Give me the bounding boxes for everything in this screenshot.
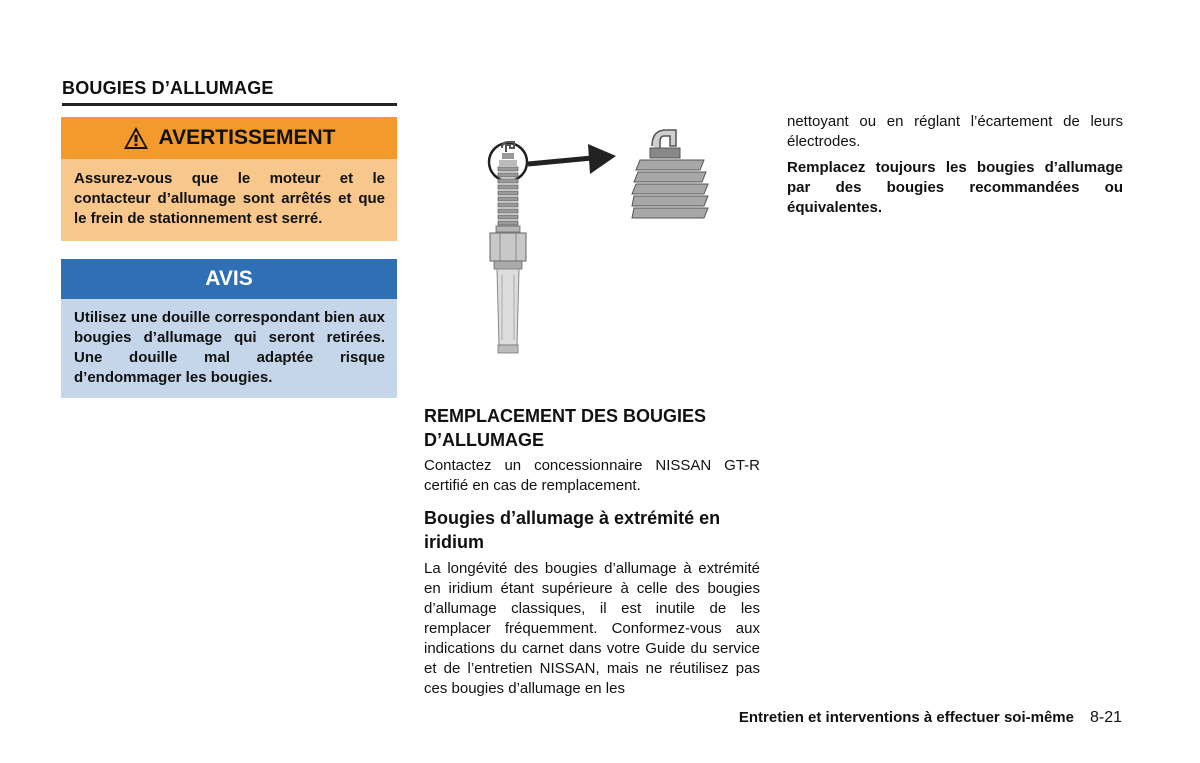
warning-box — [61, 117, 397, 241]
continuation-bold-text: Remplacez toujours les bougies d’allumage par des bougies recommandées ou équivalentes. — [787, 159, 1123, 216]
continuation-section — [787, 112, 1123, 224]
warning-header — [61, 117, 397, 159]
warning-title: AVERTISSEMENT — [158, 126, 336, 149]
replacement-section — [424, 404, 760, 699]
notice-title: AVIS — [61, 259, 397, 299]
notice-box — [61, 259, 397, 398]
page-number: 8-21 — [1089, 709, 1122, 726]
iridium-heading: Bougies d’allumage à extrémité en iridium — [424, 508, 721, 552]
footer-chapter: Entretien et interventions à effectuer soi-même — [738, 709, 1074, 726]
spark-plug-figure — [470, 120, 720, 365]
replacement-text: Contactez un concessionnaire NISSAN GT-R certifié en cas de remplacement. — [424, 457, 760, 494]
page-footer — [739, 709, 1122, 727]
continuation-text: nettoyant ou en réglant l’écartement de leurs électrodes. — [787, 113, 1123, 150]
warning-text: Assurez-vous que le moteur et le contacteur d’allumage sont arrêtés et que le frein de stationnement est serré. — [61, 159, 397, 241]
spark-plug-illustration — [470, 120, 720, 360]
warning-triangle-icon — [123, 126, 149, 150]
notice-text: Utilisez une douille correspondant bien aux bougies d’allumage qui seront retirées. Une douille mal adaptée risque d’endommager les bougies. — [61, 299, 397, 398]
section-title: BOUGIES D’ALLUMAGE — [62, 78, 397, 106]
replacement-heading: REMPLACEMENT DES BOUGIES D’ALLUMAGE — [424, 406, 707, 450]
iridium-text: La longévité des bougies d’allumage à extrémité en iridium étant supérieure à celle des bougies d’allumage classiques, il est inutile de les remplacer fréquemment. Conformez-vous aux indications du carnet dans votre Guide du service et de l’entretien NISSAN, mais ne réutilisez pas ces bougies d’allumage en les — [424, 560, 760, 697]
